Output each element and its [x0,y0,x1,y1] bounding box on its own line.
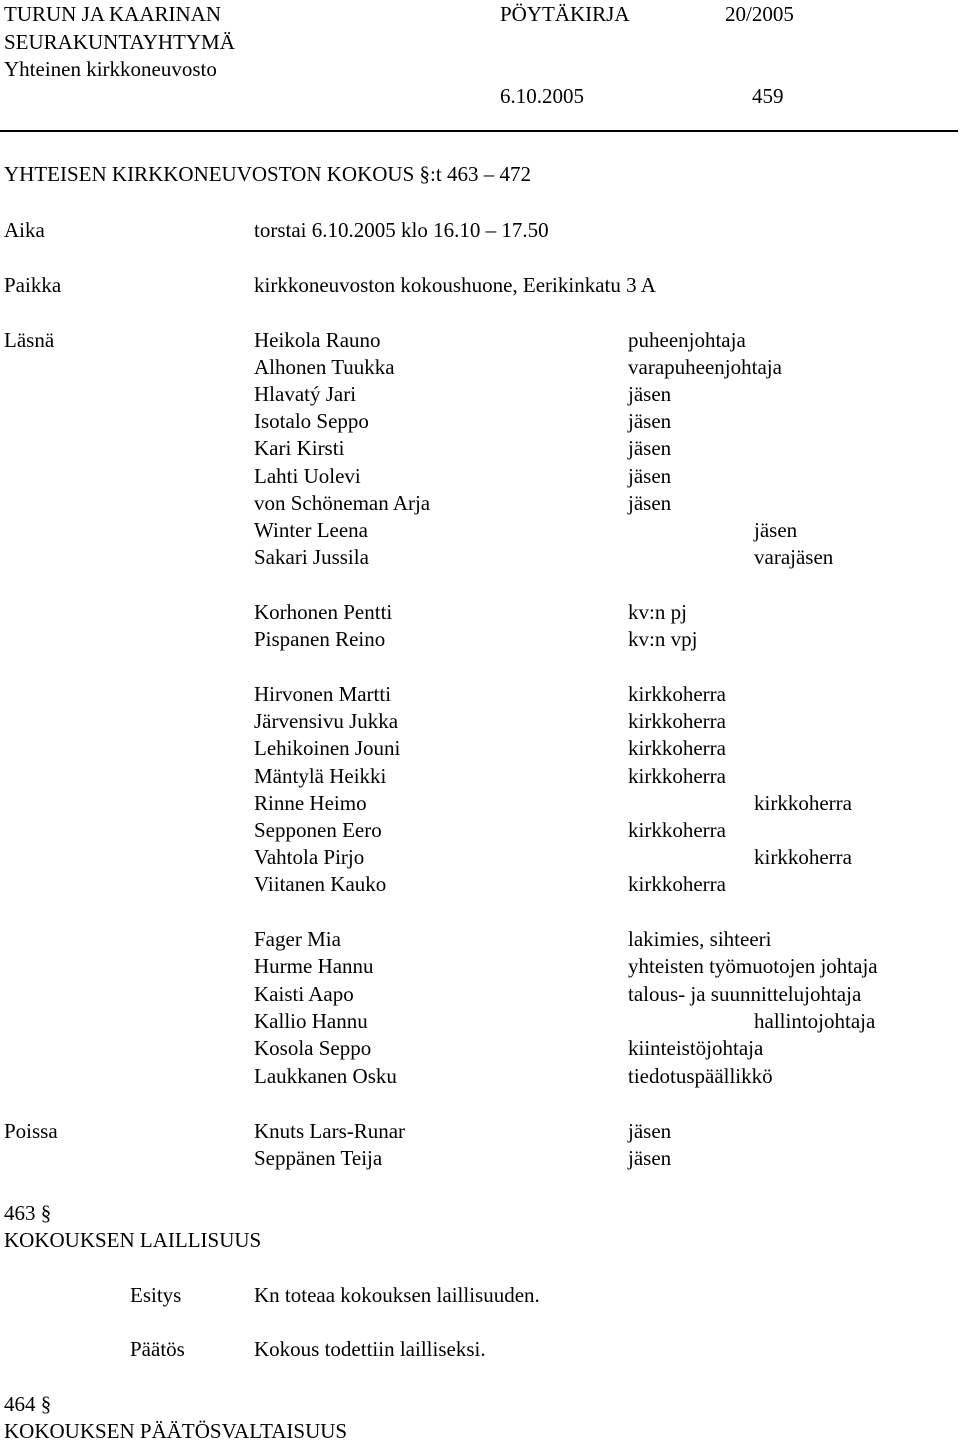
document-number: 20/2005 [725,2,794,26]
section-title: KOKOUKSEN PÄÄTÖSVALTAISUUS [4,1419,348,1443]
attendee-name: Kallio Hannu [254,1009,368,1033]
attendee-name: Lehikoinen Jouni [254,736,401,760]
attendee-role: kv:n vpj [628,627,698,651]
decision-label: Päätös [130,1337,185,1361]
attendee-name: Hlavatý Jari [254,382,357,406]
time-label: Aika [4,218,45,242]
attendee-role: jäsen [628,382,672,406]
attendee-role: lakimies, sihteeri [628,927,772,951]
attendee-name: Mäntylä Heikki [254,764,387,788]
attendee-role: jäsen [754,518,798,542]
meeting-date: 6.10.2005 [500,84,584,108]
attendee-name: Hurme Hannu [254,954,374,978]
attendee-role: jäsen [628,464,672,488]
place-label: Paikka [4,273,62,297]
org-name-line1: TURUN JA KAARINAN [4,2,222,26]
attendee-name: Rinne Heimo [254,791,367,815]
attendee-role: kirkkoherra [628,709,726,733]
absent-label: Poissa [4,1119,58,1143]
place-value: kirkkoneuvoston kokoushuone, Eerikinkatu 3 A [254,273,656,297]
attendee-role: hallintojohtaja [754,1009,876,1033]
attendee-role: kirkkoherra [628,818,726,842]
attendee-name: Kari Kirsti [254,436,345,460]
attendee-name: Sepponen Eero [254,818,382,842]
attendee-name: Kosola Seppo [254,1036,372,1060]
attendee-role: jäsen [628,436,672,460]
document-type: PÖYTÄKIRJA [500,2,630,26]
attendee-role: kirkkoherra [628,682,726,706]
attendee-name: Isotalo Seppo [254,409,369,433]
attendee-role: varapuheenjohtaja [628,355,782,379]
attendee-role: talous- ja suunnittelujohtaja [628,982,862,1006]
attendee-role: tiedotuspäällikkö [628,1064,773,1088]
decision-text: Kokous todettiin lailliseksi. [254,1337,486,1361]
attendee-name: Heikola Rauno [254,328,381,352]
attendee-role: puheenjohtaja [628,328,746,352]
attendee-name: Alhonen Tuukka [254,355,395,379]
time-value: torstai 6.10.2005 klo 16.10 – 17.50 [254,218,549,242]
page-number: 459 [752,84,784,108]
attendee-role: jäsen [628,409,672,433]
attendee-name: Korhonen Pentti [254,600,393,624]
attendee-name: Vahtola Pirjo [254,845,365,869]
attendee-role: kirkkoherra [628,764,726,788]
absentee-name: Seppänen Teija [254,1146,383,1170]
attendee-name: Hirvonen Martti [254,682,392,706]
attendee-role: varajäsen [754,545,834,569]
attendee-name: Laukkanen Osku [254,1064,397,1088]
attendee-role: yhteisten työmuotojen johtaja [628,954,878,978]
proposal-text: Kn toteaa kokouksen laillisuuden. [254,1283,540,1307]
section-number: 464 § [4,1392,52,1416]
attendee-name: Järvensivu Jukka [254,709,399,733]
attendee-role: kirkkoherra [754,845,852,869]
absentee-role: jäsen [628,1146,672,1170]
absentee-name: Knuts Lars-Runar [254,1119,406,1143]
attendee-role: jäsen [628,491,672,515]
attendee-name: Winter Leena [254,518,369,542]
proposal-label: Esitys [130,1283,182,1307]
attendee-name: Viitanen Kauko [254,872,387,896]
section-number: 463 § [4,1201,52,1225]
org-name-line2: SEURAKUNTAYHTYMÄ [4,30,235,54]
attendee-role: kv:n pj [628,600,687,624]
attendee-name: Sakari Jussila [254,545,369,569]
attendee-role: kiinteistöjohtaja [628,1036,764,1060]
attendee-name: Pispanen Reino [254,627,386,651]
attendee-name: Lahti Uolevi [254,464,361,488]
attendee-role: kirkkoherra [628,872,726,896]
present-label: Läsnä [4,328,55,352]
attendee-role: kirkkoherra [628,736,726,760]
absentee-role: jäsen [628,1119,672,1143]
header-rule [0,130,958,132]
meeting-title: YHTEISEN KIRKKONEUVOSTON KOKOUS §:t 463 – 472 [4,162,531,186]
attendee-name: Kaisti Aapo [254,982,354,1006]
org-name-line3: Yhteinen kirkkoneuvosto [4,57,217,81]
section-title: KOKOUKSEN LAILLISUUS [4,1228,262,1252]
attendee-role: kirkkoherra [754,791,852,815]
attendee-name: von Schöneman Arja [254,491,431,515]
attendee-name: Fager Mia [254,927,341,951]
